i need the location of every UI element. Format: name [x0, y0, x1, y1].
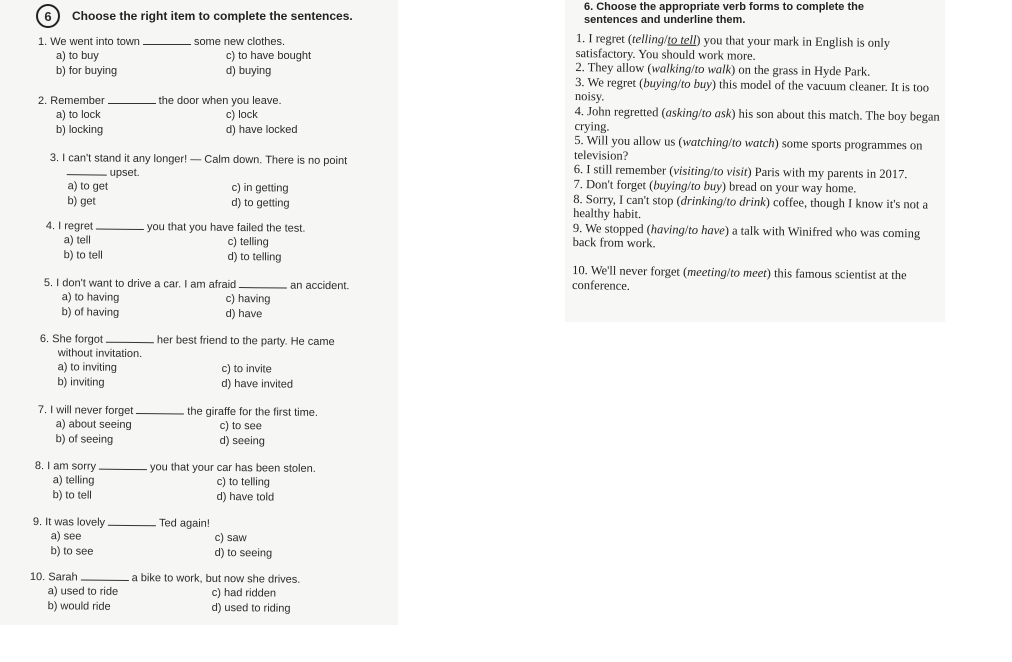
answer-blank[interactable]: [106, 334, 154, 344]
option-d[interactable]: d) have told: [216, 490, 275, 504]
option-b[interactable]: b) get: [67, 195, 96, 208]
question-7: 7. I will never forget the giraffe for the first time. a) about seeing b) of seeing c) to see d) seeing: [37, 403, 319, 448]
question-2: 2. Remember the door when you leave. a) to lock b) locking c) lock d) have locked: [38, 95, 298, 136]
verb-option[interactable]: telling: [632, 31, 665, 47]
option-a[interactable]: a) to buy: [56, 50, 99, 62]
option-d[interactable]: d) used to riding: [211, 601, 291, 615]
option-c[interactable]: c) in getting: [231, 181, 289, 195]
question-4: 4. I regret you that you have failed the test. a) tell b) to tell c) telling d) to telling: [45, 219, 306, 264]
sentence-item: 8. Sorry, I can't stop (drinking/to drink) coffee, though I know it's not a healthy habit.: [573, 191, 929, 222]
answer-blank[interactable]: [239, 279, 287, 289]
right-sentence-list: [572, 31, 942, 298]
question-8: 8. I am sorry you that your car has been stolen. a) telling b) to tell c) to telling d) have told: [34, 459, 316, 504]
right-exercise-title: 6. Choose the appropriate verb forms to complete the sentences and underline them.: [584, 1, 864, 26]
option-d[interactable]: d) have: [225, 307, 263, 321]
answer-blank[interactable]: [67, 166, 107, 175]
option-a[interactable]: a) see: [50, 530, 82, 543]
verb-option[interactable]: buying: [643, 75, 678, 91]
verb-option[interactable]: to watch: [731, 135, 775, 151]
exercise-title: Choose the right item to complete the sentences.: [72, 9, 353, 23]
verb-option[interactable]: to ask: [701, 105, 732, 121]
sentence-item: 2. They allow (walking/to walk) on the grass in Hyde Park.: [575, 60, 871, 79]
option-a[interactable]: a) to having: [61, 291, 120, 304]
option-b[interactable]: b) locking: [56, 124, 104, 136]
verb-option[interactable]: to meet: [730, 265, 767, 280]
option-d[interactable]: d) seeing: [219, 434, 265, 448]
option-c[interactable]: c) telling: [227, 235, 269, 249]
verb-option[interactable]: asking: [665, 105, 699, 120]
option-b[interactable]: b) inviting: [57, 376, 105, 389]
verb-option-underlined[interactable]: to tell: [667, 32, 697, 47]
option-c[interactable]: c) had ridden: [211, 586, 277, 600]
verb-option[interactable]: to buy: [690, 178, 722, 194]
option-a[interactable]: a) to inviting: [57, 361, 118, 374]
option-c[interactable]: c) having: [225, 292, 271, 306]
question-3: 3. I can't stand it any longer! — Calm down. There is no point upset. a) to get b) get c) in getting d) to getting: [49, 151, 348, 210]
verb-option[interactable]: drinking: [680, 193, 724, 208]
option-b[interactable]: b) to tell: [52, 489, 92, 502]
question-5: 5. I don't want to drive a car. I am afraid an accident. a) to having b) of having c) having d) have: [43, 276, 350, 321]
option-c[interactable]: c) to have bought: [226, 50, 312, 62]
verb-option[interactable]: visiting: [673, 163, 711, 179]
sentence-item: 3. We regret (buying/to buy) this model of the vacuum cleaner. It is too noisy.: [574, 74, 930, 104]
verb-option[interactable]: meeting: [687, 264, 727, 280]
verb-option[interactable]: buying: [653, 178, 688, 193]
verb-option[interactable]: having: [650, 221, 685, 237]
option-a[interactable]: a) to lock: [56, 109, 101, 121]
sentence-item: 5. Will you allow us (watching/to watch) some sports programmes on television?: [573, 133, 923, 163]
answer-blank[interactable]: [96, 221, 144, 231]
option-c[interactable]: c) to invite: [221, 362, 272, 376]
option-d[interactable]: d) buying: [226, 65, 272, 77]
verb-option[interactable]: to drink: [726, 193, 766, 209]
answer-blank[interactable]: [108, 517, 156, 527]
exercise-header: [36, 4, 353, 28]
sentence-item: 10. We'll never forget (meeting/to meet) this famous scientist at the conference.: [571, 262, 907, 293]
option-d[interactable]: d) have invited: [221, 377, 294, 391]
option-a[interactable]: a) tell: [63, 234, 91, 247]
sentence-item: 6. I still remember (visiting/to visit) Paris with my parents in 2017.: [573, 162, 908, 182]
option-b[interactable]: b) for buying: [56, 65, 118, 77]
sentence-item: 9. We stopped (having/to have) a talk with Winifred who was coming back from work.: [572, 220, 921, 251]
verb-option[interactable]: watching: [682, 134, 729, 150]
option-a[interactable]: a) about seeing: [55, 418, 132, 431]
answer-blank[interactable]: [99, 461, 147, 471]
option-b[interactable]: b) to tell: [63, 249, 103, 262]
sentence-item: 7. Don't forget (buying/to buy) bread on your way home.: [573, 176, 857, 196]
option-a[interactable]: a) telling: [52, 474, 95, 487]
verb-option[interactable]: to have: [688, 222, 725, 238]
option-c[interactable]: c) to telling: [216, 475, 271, 489]
verb-option[interactable]: to buy: [680, 76, 712, 91]
question-1: 1. We went into town some new clothes. a) to buy b) for buying c) to have bought d) buying: [38, 36, 312, 77]
answer-blank[interactable]: [81, 572, 129, 582]
option-b[interactable]: b) to see: [50, 545, 94, 558]
verb-option[interactable]: to visit: [713, 164, 748, 180]
option-a[interactable]: a) to get: [67, 180, 109, 193]
verb-option[interactable]: to walk: [694, 62, 732, 77]
option-c[interactable]: c) lock: [226, 109, 258, 121]
answer-blank[interactable]: [136, 405, 184, 415]
option-d[interactable]: d) to getting: [231, 196, 290, 210]
option-c[interactable]: c) to see: [219, 419, 263, 433]
question-9: 9. It was lovely Ted again! a) see b) to see c) saw d) to seeing: [32, 515, 273, 560]
sentence-item: 4. John regretted (asking/to ask) his son about this match. The boy began crying.: [574, 103, 940, 134]
question-10: 10. Sarah a bike to work, but now she drives. a) used to ride b) would ride c) had ridden d) used to riding: [29, 570, 301, 615]
option-d[interactable]: d) have locked: [226, 124, 298, 136]
option-b[interactable]: b) of seeing: [55, 433, 114, 446]
verb-option[interactable]: walking: [651, 61, 692, 77]
option-b[interactable]: b) would ride: [47, 600, 111, 613]
option-b[interactable]: b) of having: [61, 306, 120, 319]
answer-blank[interactable]: [143, 36, 191, 45]
option-c[interactable]: c) saw: [214, 531, 247, 545]
exercise-number-badge: 6: [36, 4, 60, 28]
question-6: 6. She forgot her best friend to the party. He came without invitation. a) to inviting b) inviting c) to invite d) have invited: [39, 332, 335, 391]
option-d[interactable]: d) to telling: [227, 250, 282, 264]
option-a[interactable]: a) used to ride: [47, 585, 119, 598]
sentence-item: 1. I regret (telling/to tell) you that your mark in English is only satisfactory. You should work more.: [575, 31, 891, 63]
answer-blank[interactable]: [108, 95, 156, 104]
option-d[interactable]: d) to seeing: [214, 546, 273, 560]
